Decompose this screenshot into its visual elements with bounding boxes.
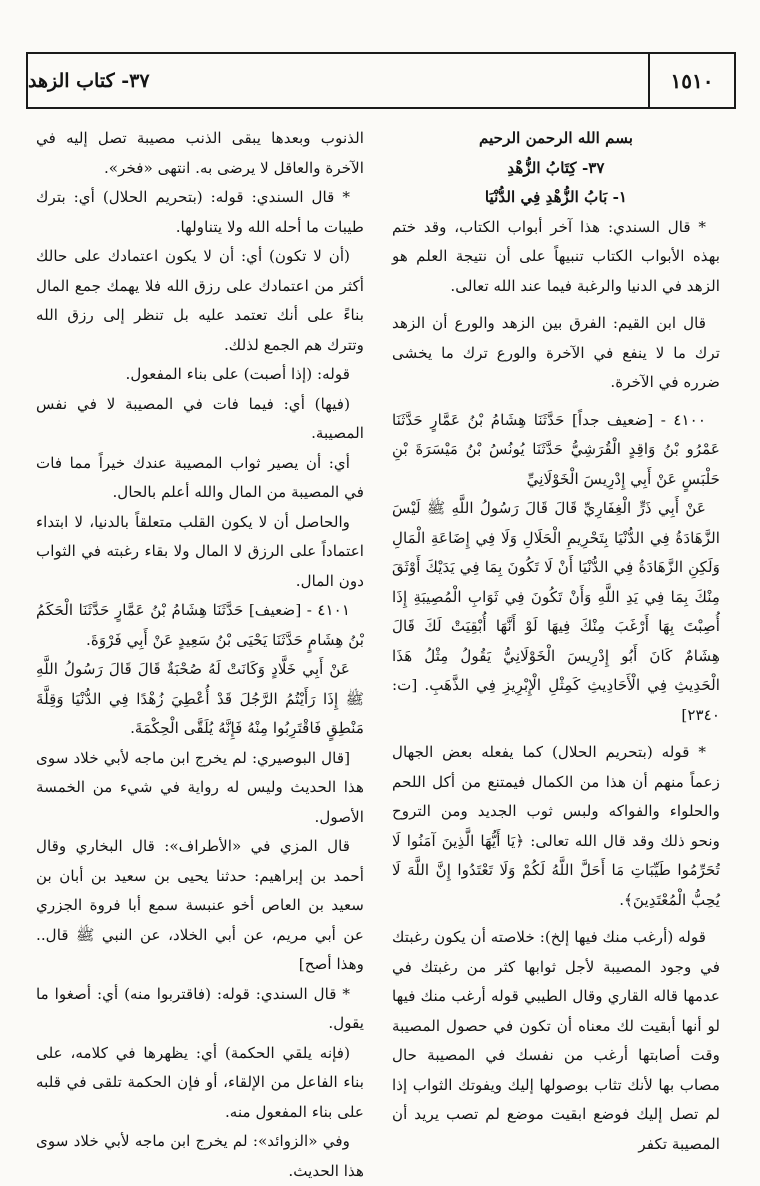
commentary-paragraph: (أن لا تكون) أي: أن لا يكون اعتمادك على حالك أكثر من اعتمادك على رزق الله فلا يهمك جمع المال بناءً على أنك تعتمد عليه بل تنظر إلى رزق الله وتترك هم الجمع لذلك. [36,247,364,354]
commentary-paragraph: والحاصل أن لا يكون القلب متعلقاً بالدنيا، لا ابتداء اعتماداً على الرزق لا المال ولا بقاء رغبته في الثواب دون المال. [36,512,364,590]
left-column [36,124,364,1180]
right-column [392,124,720,1153]
commentary-paragraph: (فإنه يلقي الحكمة) أي: يظهرها في كلامه، على بناء الفاعل من الإلقاء، أو فإن الحكمة تلقى في قلبه على بناء المفعول منه. [36,1043,364,1121]
book-title: ٣٧- كِتَابُ الزُّهْدِ [507,158,605,177]
commentary-paragraph: قال ابن القيم: الفرق بين الزهد والورع أن الزهد ترك ما لا ينفع في الآخرة والورع ترك ما يخشى ضرره في الآخرة. [392,314,720,391]
hadith-isnad: ٤١٠١ - [ضعيف] حَدَّثَنَا هِشَامُ بْنُ عَمَّارٍ حَدَّثَنَا الْحَكَمُ بْنُ هِشَامٍ حَدَّثَنَا يَحْيَى بْنُ سَعِيدٍ عَنْ أَبِي فَرْوَةَ. [36,601,364,649]
commentary-paragraph: (فيها) أي: فيما فات في المصيبة لا في نفس المصيبة. [36,394,364,442]
commentary-paragraph: وفي «الزوائد»: لم يخرج ابن ماجه لأبي خلاد سوى هذا الحديث. [36,1132,364,1180]
page-number: ١٥١٠ [670,68,714,93]
hadith-matn: عَنْ أَبِي خَلَّادٍ وَكَانَتْ لَهُ صُحْبَةٌ قَالَ قَالَ رَسُولُ اللَّهِ ﷺ إِذَا رَأَيْتُمُ الرَّجُلَ قَدْ أُعْطِيَ زُهْدًا فِي الدُّنْيَا وَقِلَّةَ مَنْطِقٍ فَاقْتَرِبُوا مِنْهُ فَإِنَّهُ يُلَقَّى الْحِكْمَةَ. [36,660,364,737]
hadith-matn: عَنْ أَبِي ذَرٍّ الْغِفَارِيِّ قَالَ قَالَ رَسُولُ اللَّهِ ﷺ لَيْسَ الزَّهَادَةُ فِي الدُّنْيَا بِتَحْرِيمِ الْحَلَالِ وَلَا فِي إِضَاعَةِ الْمَالِ وَلَكِنِ الزَّهَادَةُ فِي الدُّنْيَا أَنْ لَا تَكُونَ بِمَا فِي يَدَيْكَ أَوْثَقَ مِنْكَ بِمَا فِي يَدِ اللَّهِ وَأَنْ تَكُونَ فِي ثَوَابِ الْمُصِيبَةِ إِذَا أُصِبْتَ بِهَا أَرْغَبَ مِنْكَ فِيهَا لَوْ أَنَّهَا أُبْقِيَتْ لَكَ قَالَ هِشَامٌ كَانَ أَبُو إِدْرِيسَ الْخَوْلَانِيُّ يَقُولُ مِثْلُ هَذَا الْحَدِيثِ فِي الْأَحَادِيثِ كَمِثْلِ الْإِبْرِيزِ فِي الذَّهَبِ. [ت: ٢٣٤٠] [392,499,720,724]
commentary-paragraph: [قال البوصيري: لم يخرج ابن ماجه لأبي خلاد سوى هذا الحديث وليس له رواية في شيء من الخمسة الأصول. [36,748,364,826]
commentary-paragraph: * قال السندي: قوله: (فاقتربوا منه) أي: أصغوا ما يقول. [36,984,364,1032]
hadith-isnad: ٤١٠٠ - [ضعيف جداً] حَدَّثَنَا هِشَامُ بْنُ عَمَّارٍ حَدَّثَنَا عَمْرُو بْنُ وَاقِدٍ الْقُرَشِيُّ حَدَّثَنَا يُونُسُ بْنُ مَيْسَرَةَ بْنِ حَلْبَسٍ عَنْ أَبِي إِدْرِيسَ الْخَوْلَانِيِّ [392,410,720,488]
commentary-paragraph: أي: أن يصير ثواب المصيبة عندك خيراً مما فات في المصيبة من المال والله أعلم بالحال. [36,453,364,501]
commentary-paragraph: قوله (أرغب منك فيها إلخ): خلاصته أن يكون رغبتك في وجود المصيبة لأجل ثوابها كثر من رغبتك في عدمها قاله القاري وقال الطيبي قوله أرغب منك فيها لو أنها أبقيت لك معناه أن تكون في حصول المصيبة وقت أصابتها أرغب من نفسك في المصيبة حال مصاب بها لأنك تثاب بوصولها إليك ويفوتك الثواب إذا لم تصل إليك فوضع ابقيت موضع لم تصب يريد أن المصيبة تكفر [392,928,720,1153]
commentary-paragraph: قال المزي في «الأطراف»: قال البخاري وقال أحمد بن إبراهيم: حدثنا يحيى بن سعيد بن أبان بن سعيد بن العاص أخو عنبسة سمع أبا فروة الجزري عن أبي مريم، عن أبي الخلاد، عن النبي ﷺ قال.. وهذا أصح] [36,837,364,973]
basmala: بسم الله الرحمن الرحيم [478,129,634,147]
section-title: ١- بَابُ الزُّهْدِ فِي الدُّنْيَا [484,188,628,206]
commentary-paragraph: قوله: (إذا أصبت) على بناء المفعول. [125,365,350,383]
page-header [26,52,736,109]
commentary-paragraph: الذنوب وبعدها يبقى الذنب مصيبة تصل إليه في الآخرة والعاقل لا يرضى به. انتهى «فخر». [36,129,364,177]
commentary-paragraph: * قال السندي: هذا آخر أبواب الكتاب، وقد ختم بهذه الأبواب الكتاب تنبيهاً على أن نتيجة العلم هو الزهد في الدنيا والرغبة فيما عند الله تعالى. [392,217,720,295]
chapter-title: ٣٧- كتاب الزهد [28,69,150,92]
commentary-paragraph: * قوله (بتحريم الحلال) كما يفعله بعض الجهال زعماً منهم أن هذا من الكمال فيمتنع من أكل اللحم والحلواء والفواكه ولبس ثوب الجديد ومن التروح ونحو ذلك وقد قال الله تعالى: ﴿يَا أَيُّهَا الَّذِينَ آمَنُوا لَا تُحَرِّمُوا طَيِّبَاتِ مَا أَحَلَّ اللَّهُ لَكُمْ وَلَا تَعْتَدُوا إِنَّ اللَّهَ لَا يُحِبُّ الْمُعْتَدِينَ﴾. [392,743,720,909]
commentary-paragraph: * قال السندي: قوله: (بتحريم الحلال) أي: بترك طيبات ما أحله الله ولا يتناولها. [36,188,364,236]
